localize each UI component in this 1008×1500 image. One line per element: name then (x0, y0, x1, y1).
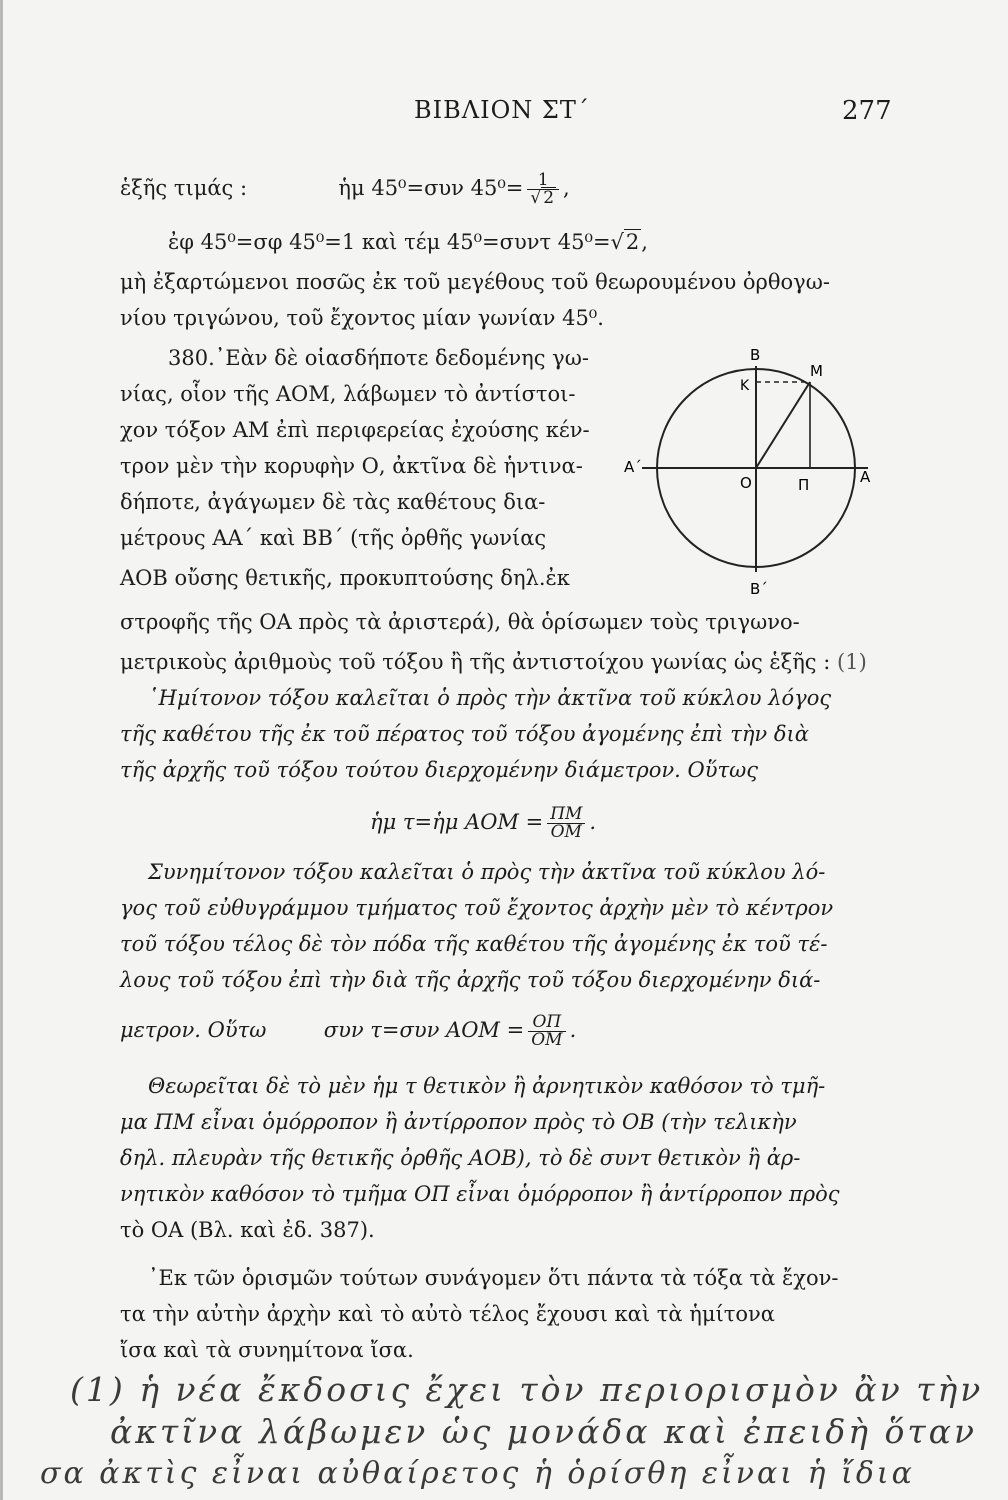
text-line-20: λους τοῦ τόξου ἐπὶ τὴν διὰ τῆς ἀρχῆς τοῦ τόξου διερχομένην διά- (120, 968, 821, 992)
text-line-9: δήποτε, ἀγάγωμεν δὲ τὰς καθέτους δια- (120, 490, 546, 514)
text-prefix: ἑξῆς τιμάς : (120, 176, 248, 200)
text-line-15: τῆς καθέτου τῆς ἐκ τοῦ πέρατος τοῦ τόξου ἀγομένης ἐπὶ τὴν διὰ (120, 722, 809, 746)
text-line-3: μὴ ἐξαρτώμενοι ποσῶς ἐκ τοῦ μεγέθους τοῦ θεωρουμένου ὀρθογω- (120, 270, 830, 294)
sqrt-two: 2 (625, 230, 640, 254)
label-b: Β (750, 346, 761, 364)
text-line-16: τῆς ἀρχῆς τοῦ τόξου τούτου διερχομένην διάμετρον. Οὕτως (120, 758, 758, 782)
fraction-op-over-om: $\frac{O\Pi}{OM}$ (528, 1014, 565, 1049)
text-line-22: Θεωρεῖται δὲ τὸ μὲν ἡμ τ θετικὸν ἢ ἀρνητικὸν καθόσον τὸ τμῆ- (148, 1074, 826, 1098)
handwritten-note-line-2: ἀκτῖνα λάβωμεν ὡς μονάδα καὶ ἐπειδὴ ὅταν (110, 1412, 978, 1451)
footnote-marker: (1) (837, 650, 867, 674)
label-a-prime: Α΄ (624, 458, 642, 476)
text-line-4: νίου τριγώνου, τοῦ ἔχοντος μίαν γωνίαν 45⁰. (120, 306, 604, 330)
radius-om (756, 382, 810, 468)
text-line-27: ᾿Εκ τῶν ὁρισμῶν τούτων συνάγομεν ὅτι πάντα τὰ τόξα τὰ ἔχον- (148, 1266, 839, 1290)
text-line-5: 380.᾿Εὰν δὲ οἱασδήποτε δεδομένης γω- (168, 346, 589, 370)
text-line-12: στροφῆς τῆς ΟΑ πρὸς τὰ ἀριστερά), θὰ ὁρίσωμεν τοὺς τριγωνο- (120, 610, 800, 634)
text-line-26: τὸ ΟΑ (Βλ. καὶ ἐδ. 387). (120, 1218, 375, 1242)
text-line-19: τοῦ τόξου τέλος δὲ τὸν πόδα τῆς καθέτου τῆς ἀγομένης ἐκ τοῦ τέ- (120, 932, 828, 956)
formula-sin-cos-45: ἡμ 45⁰=συν 45⁰= (338, 176, 524, 200)
text-line-8: τρον μὲν τὴν κορυφὴν Ο, ἀκτῖνα δὲ ἡντινα- (120, 454, 583, 478)
text-line-14: ῾Ημίτονον τόξου καλεῖται ὁ πρὸς τὴν ἀκτῖνα τοῦ κύκλου λόγος (148, 686, 832, 710)
text-line-25: νητικὸν καθόσον τὸ τμῆμα ΟΠ εἶναι ὁμόρροπον ἢ ἀντίρροπον πρὸς (120, 1182, 840, 1206)
page-edge-shadow (0, 0, 3, 1500)
text-line-11: ΑΟΒ οὔσης θετικῆς, προκυπτούσης δηλ.ἐκ (120, 566, 570, 590)
text-line-17: Συνημίτονον τόξου καλεῖται ὁ πρὸς τὴν ἀκτῖνα τοῦ κύκλου λό- (148, 860, 826, 884)
running-header-title: ΒΙΒΛΙΟΝ ΣΤ΄ (414, 96, 590, 124)
text-line-23: μα ΠΜ εἶναι ὁμόρροπον ἢ ἀντίρροπον πρὸς τὸ ΟΒ (τὴν τελικὴν (120, 1110, 797, 1134)
text-line-13: μετρικοὺς ἀριθμοὺς τοῦ τόξου ἢ τῆς ἀντιστοίχου γωνίας ὡς ἑξῆς : (1) (120, 650, 867, 674)
label-o: Ο (740, 474, 752, 492)
text-line-2: ἐφ 45⁰=σφ 45⁰=1 καὶ τέμ 45⁰=συντ 45⁰=√2, (168, 230, 648, 254)
unit-circle-diagram (622, 344, 882, 604)
formula-sine-definition: ἡμ τ=ἡμ ΑΟΜ = $\frac{\Pi M}{OM}$ . (370, 804, 597, 842)
label-k: Κ (740, 378, 750, 394)
text-line-24: δηλ. πλευρὰν τῆς θετικῆς ὀρθῆς ΑΟΒ), τὸ δὲ συντ θετικὸν ἢ ἀρ- (120, 1146, 801, 1170)
text-line-28: τα τὴν αὐτὴν ἀρχὴν καὶ τὸ αὐτὸ τέλος ἔχουσι καὶ τὰ ἡμίτονα (120, 1302, 775, 1326)
fraction-pm-over-om: $\frac{\Pi M}{OM}$ (547, 806, 585, 841)
label-m: Μ (810, 362, 823, 380)
text-line-10: μέτρους ΑΑ΄ καὶ ΒΒ΄ (τῆς ὀρθῆς γωνίας (120, 526, 547, 550)
text-line-1: ἑξῆς τιμάς : ἡμ 45⁰=συν 45⁰= $\frac{1}{√ 2}$ , (120, 170, 570, 208)
handwritten-note-line-1: (1) ἡ νέα ἔκδοσις ἔχει τὸν περιορισμὸν ἂν τὴν (70, 1370, 984, 1409)
text-line-29: ἴσα καὶ τὰ συνημίτονα ἴσα. (120, 1338, 414, 1362)
text-line-21: μετρον. Οὕτω συν τ=συν ΑΟΜ = $\frac{O\Pi}{OM}$ . (120, 1012, 577, 1050)
formula-cosine-definition: συν τ=συν ΑΟΜ = (323, 1018, 525, 1042)
formula-tan-cot-sec: ἐφ 45⁰=σφ 45⁰=1 καὶ τέμ 45⁰=συντ 45⁰=√ (168, 230, 624, 254)
text-line-7: χον τόξον ΑΜ ἐπὶ περιφερείας ἐχούσης κέν- (120, 418, 590, 442)
page-number: 277 (842, 96, 892, 126)
text-line-6: νίας, οἷον τῆς ΑΟΜ, λάβωμεν τὸ ἀντίστοι- (120, 382, 576, 406)
text-line-18: γος τοῦ εὐθυγράμμου τμήματος τοῦ ἔχοντος ἀρχὴν μὲν τὸ κέντρον (120, 896, 834, 920)
label-p: Π (798, 476, 810, 494)
handwritten-note-line-3: σα ἀκτὶς εἶναι αὐθαίρετος ἡ ὁρίσθη εἶναι ἡ ἴδια (40, 1456, 915, 1491)
label-a: Α (860, 468, 871, 486)
label-b-prime: Β΄ (750, 580, 768, 598)
fraction-one-over-sqrt2: $\frac{1}{√ 2}$ (527, 172, 559, 207)
